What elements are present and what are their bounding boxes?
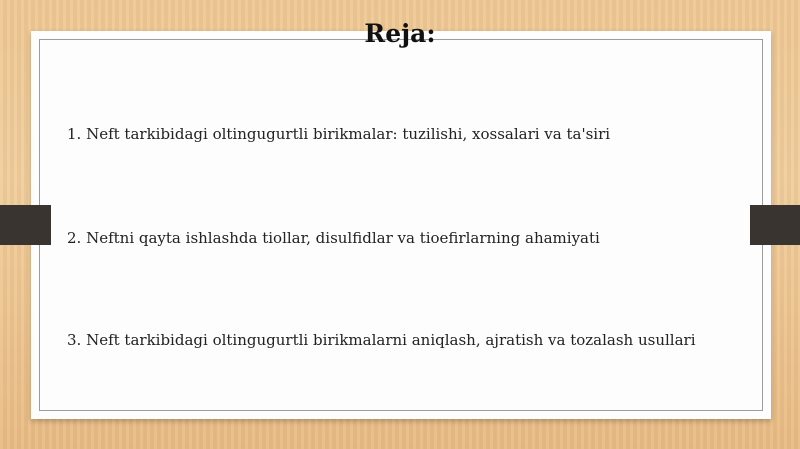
slide-title: Reja: (364, 19, 436, 48)
list-item: 3. Neft tarkibidagi oltingugurtli birikmalarni aniqlash, ajratish va tozalash usullari (67, 331, 696, 349)
slide-inner-border (39, 39, 763, 411)
left-decorative-tab (0, 205, 51, 245)
slide-card (31, 31, 771, 419)
list-item: 1. Neft tarkibidagi oltingugurtli birikmalar: tuzilishi, xossalari va ta'siri (67, 125, 611, 143)
list-item: 2. Neftni qayta ishlashda tiollar, disulfidlar va tioefirlarning ahamiyati (67, 229, 600, 247)
right-decorative-tab (750, 205, 800, 245)
